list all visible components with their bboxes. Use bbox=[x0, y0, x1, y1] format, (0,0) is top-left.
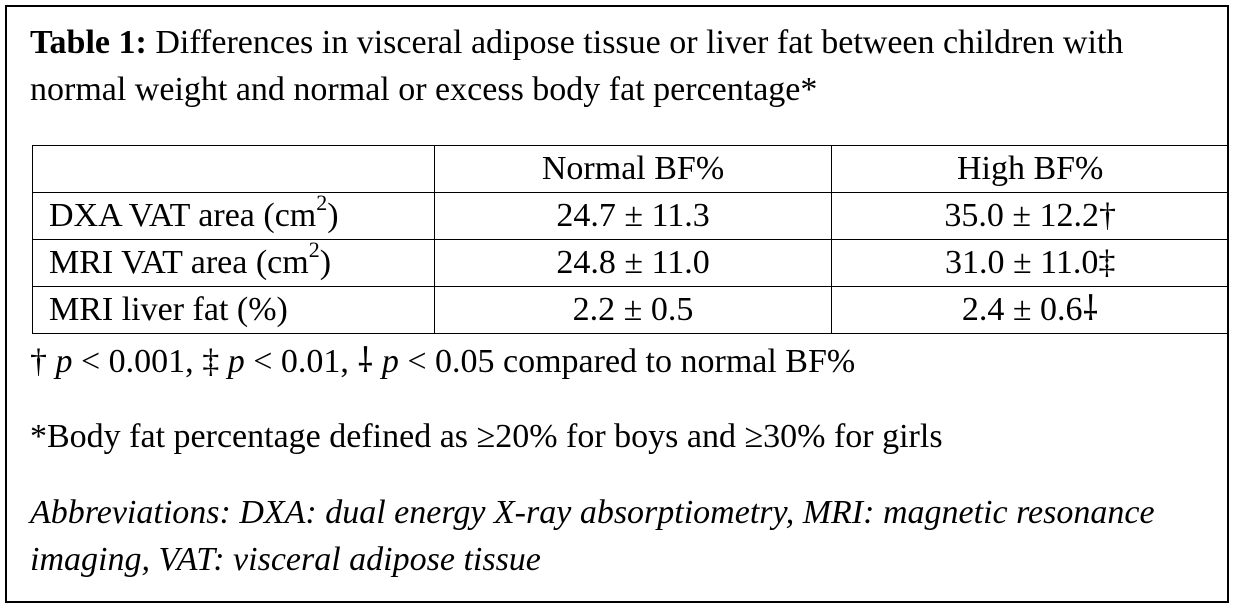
caption-label: Table 1: bbox=[30, 24, 147, 61]
data-table bbox=[32, 145, 1229, 334]
definition-footnote: *Body fat percentage defined as ≥20% for boys and ≥30% for girls bbox=[30, 418, 943, 455]
p-symbol: p bbox=[227, 343, 245, 380]
row-label-end: ) bbox=[327, 197, 339, 234]
header-empty bbox=[33, 146, 435, 193]
row-label-text: MRI VAT area (cm bbox=[49, 244, 309, 281]
threshold-text: < 0.01, bbox=[244, 343, 358, 380]
row-label-text: DXA VAT area (cm bbox=[49, 197, 317, 234]
cell-high: 2.4 ± 0.6⸸ bbox=[832, 287, 1229, 334]
row-label-mri-liver bbox=[33, 287, 435, 334]
inverted-dagger-symbol: ⸸ bbox=[357, 343, 374, 380]
p-symbol: p bbox=[55, 343, 73, 380]
table-caption bbox=[30, 19, 1210, 113]
abbreviations-footnote: Abbreviations: DXA: dual energy X-ray absorptiometry, MRI: magnetic resonance imaging, VAT: visceral adipose tissue bbox=[30, 494, 1155, 578]
table-row bbox=[33, 240, 1229, 287]
cell-normal: 2.2 ± 0.5 bbox=[434, 287, 832, 334]
p-symbol: p bbox=[381, 343, 399, 380]
cell-high: 31.0 ± 11.0‡ bbox=[832, 240, 1229, 287]
row-label-sup: 2 bbox=[308, 236, 320, 262]
cell-high: 35.0 ± 12.2† bbox=[832, 193, 1229, 240]
header-row bbox=[33, 146, 1229, 193]
row-label-text: MRI liver fat (%) bbox=[49, 291, 288, 328]
caption-text: Differences in visceral adipose tissue or liver fat between children with normal weight and normal or excess body fat percentage* bbox=[30, 24, 1124, 108]
dagger-symbol: † bbox=[30, 343, 47, 380]
table-row bbox=[33, 193, 1229, 240]
row-label-mri-vat bbox=[33, 236, 435, 287]
row-label-dxa-vat bbox=[33, 189, 435, 240]
threshold-text: < 0.001, bbox=[72, 343, 203, 380]
threshold-text: < 0.05 compared to normal BF% bbox=[398, 343, 856, 380]
header-high-bf: High BF% bbox=[832, 146, 1229, 193]
row-label-end: ) bbox=[319, 244, 332, 281]
double-dagger-symbol: ‡ bbox=[202, 343, 220, 380]
cell-normal: 24.8 ± 11.0 bbox=[434, 240, 832, 287]
header-normal-bf: Normal BF% bbox=[434, 146, 832, 193]
significance-footnote bbox=[30, 338, 855, 385]
cell-normal: 24.7 ± 11.3 bbox=[434, 193, 832, 240]
table-row bbox=[33, 287, 1229, 334]
row-label-sup: 2 bbox=[316, 189, 328, 215]
